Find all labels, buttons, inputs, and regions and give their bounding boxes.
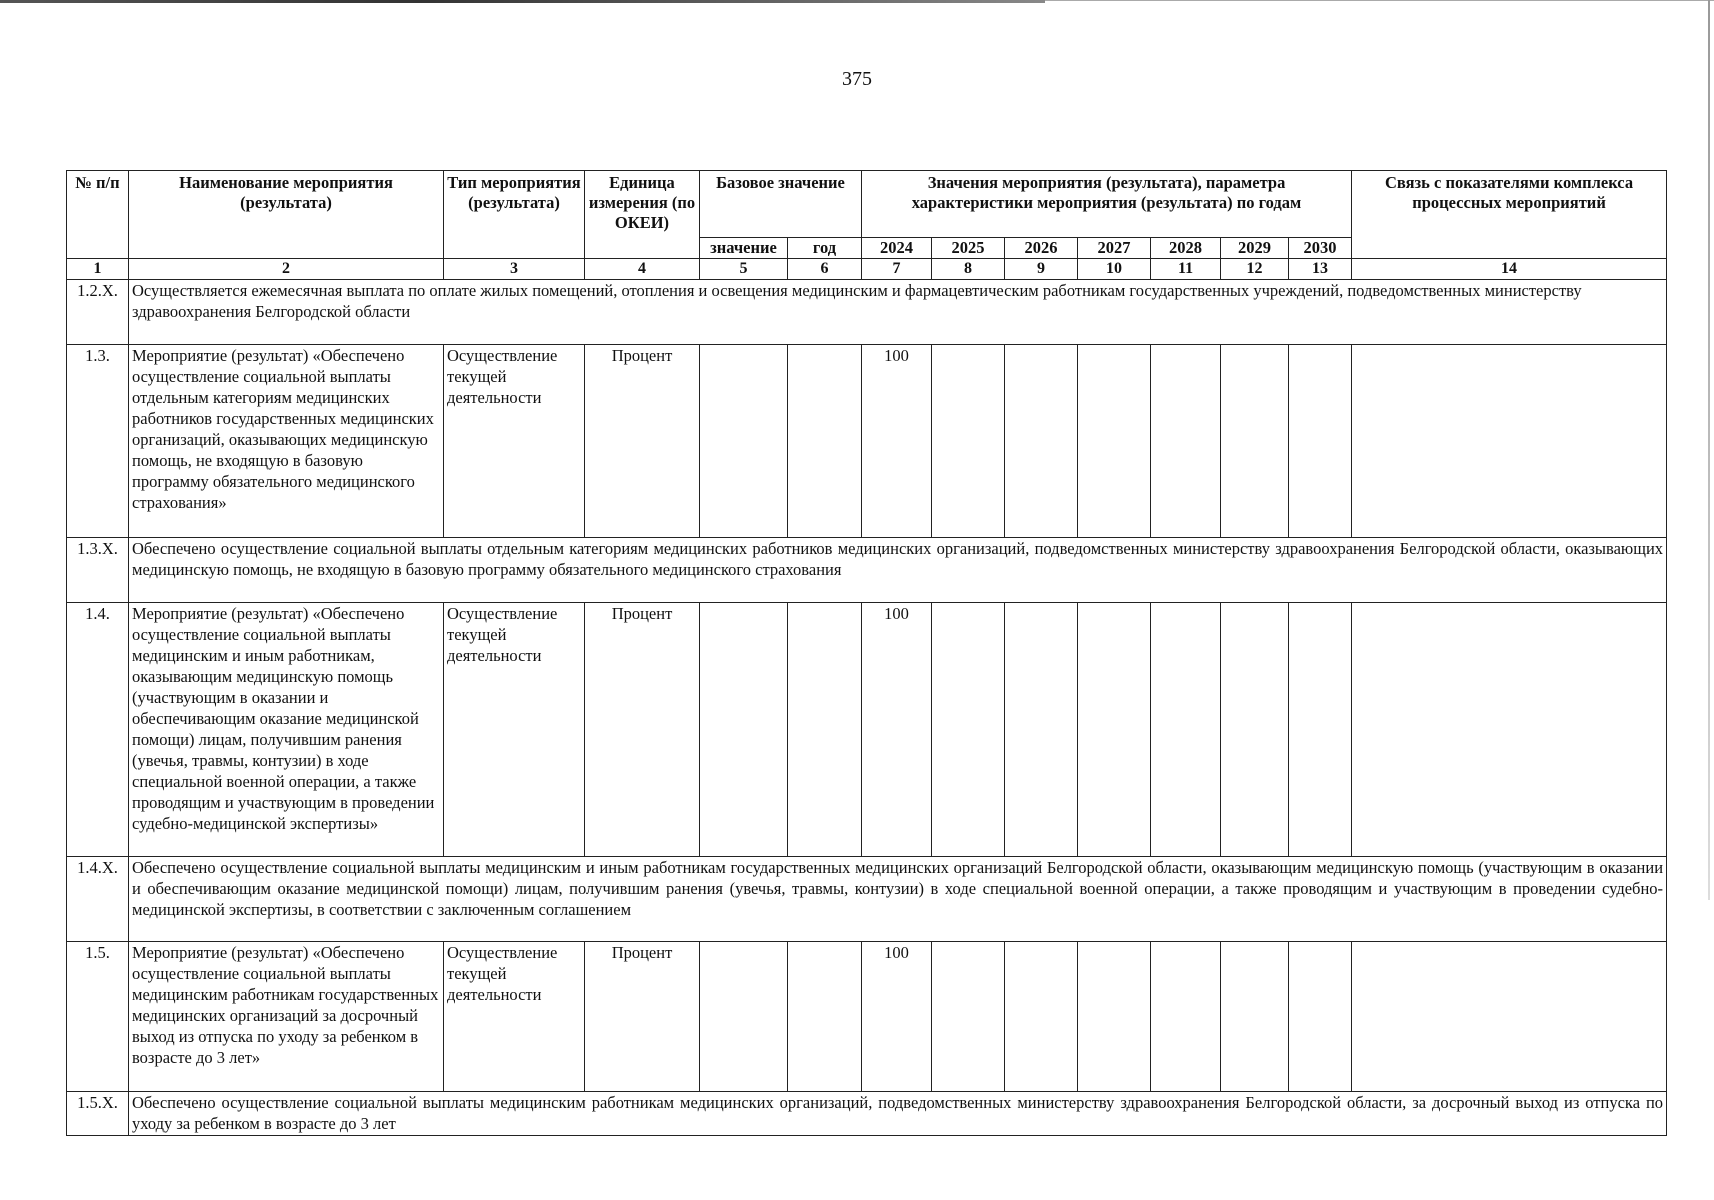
header-base-year: год xyxy=(788,238,862,259)
column-number: 4 xyxy=(585,259,700,280)
table-row xyxy=(67,280,1667,345)
value-2028 xyxy=(1151,345,1221,538)
activity-unit: Процент xyxy=(585,942,700,1092)
right-scan-edge xyxy=(1708,0,1710,900)
header-year: 2026 xyxy=(1005,238,1078,259)
column-number: 2 xyxy=(129,259,444,280)
value-2030 xyxy=(1289,942,1352,1092)
top-scan-rule xyxy=(0,0,1045,3)
column-number: 13 xyxy=(1289,259,1352,280)
value-2030 xyxy=(1289,603,1352,857)
top-scan-rule-thin xyxy=(1045,0,1714,1)
base-year-cell xyxy=(788,942,862,1092)
result-description: Осуществляется ежемесячная выплата по оплате жилых помещений, отопления и освещения медицинским и фармацевтическим работникам государственных учреждений, подведомственных министерству здравоохранения Белгородской области xyxy=(129,280,1667,345)
result-description: Обеспечено осуществление социальной выплаты медицинским работникам медицинских организаций, подведомственных министерству здравоохранения Белгородской области, за досрочный выход из отпуска по уходу за ребенком в возрасте до 3 лет xyxy=(129,1092,1667,1136)
value-2027 xyxy=(1078,345,1151,538)
table-row xyxy=(67,857,1667,942)
row-number: 1.3. xyxy=(67,345,129,538)
column-number: 5 xyxy=(700,259,788,280)
value-2026 xyxy=(1005,603,1078,857)
header-type: Тип мероприятия (результата) xyxy=(444,171,585,259)
value-2026 xyxy=(1005,942,1078,1092)
activity-unit: Процент xyxy=(585,603,700,857)
value-2025 xyxy=(932,603,1005,857)
activities-table xyxy=(66,170,1667,1136)
activity-unit: Процент xyxy=(585,345,700,538)
value-2028 xyxy=(1151,942,1221,1092)
value-2027 xyxy=(1078,942,1151,1092)
table-row xyxy=(67,1092,1667,1136)
value-2024: 100 xyxy=(862,942,932,1092)
table-row xyxy=(67,345,1667,538)
result-description: Обеспечено осуществление социальной выплаты медицинским и иным работникам государственных медицинских организаций Белгородской области, оказывающим медицинскую помощь (участвующим в оказании и обеспечивающим оказание медицинской помощи) лицам, получившим ранения (увечья, травмы, контузии) в ходе специальной военной операции, а также проводящим и участвующим в проведении судебно-медицинской экспертизы, в соответствии с заключенным соглашением xyxy=(129,857,1667,942)
value-2025 xyxy=(932,942,1005,1092)
row-number: 1.2.Х. xyxy=(67,280,129,345)
link-cell xyxy=(1352,345,1667,538)
column-number: 3 xyxy=(444,259,585,280)
row-number: 1.4.Х. xyxy=(67,857,129,942)
value-2027 xyxy=(1078,603,1151,857)
row-number: 1.4. xyxy=(67,603,129,857)
value-2026 xyxy=(1005,345,1078,538)
value-2030 xyxy=(1289,345,1352,538)
header-year: 2029 xyxy=(1221,238,1289,259)
header-year: 2025 xyxy=(932,238,1005,259)
header-base-value: значение xyxy=(700,238,788,259)
column-number: 10 xyxy=(1078,259,1151,280)
header-num: № п/п xyxy=(67,171,129,259)
value-2028 xyxy=(1151,603,1221,857)
base-value-cell xyxy=(700,603,788,857)
header-base: Базовое значение xyxy=(700,171,862,238)
header-name: Наименование мероприятия (результата) xyxy=(129,171,444,259)
activity-name: Мероприятие (результат) «Обеспечено осуществление социальной выплаты медицинским работникам государственных медицинских организаций за досрочный выход из отпуска по уходу за ребенком в возрасте до 3 лет» xyxy=(129,942,444,1092)
activity-name: Мероприятие (результат) «Обеспечено осуществление социальной выплаты отдельным категориям медицинских работников государственных медицинских организаций, оказывающих медицинскую помощь, не входящую в базовую программу обязательного медицинского страхования» xyxy=(129,345,444,538)
header-year: 2030 xyxy=(1289,238,1352,259)
column-number: 1 xyxy=(67,259,129,280)
link-cell xyxy=(1352,603,1667,857)
base-value-cell xyxy=(700,942,788,1092)
column-number: 6 xyxy=(788,259,862,280)
value-2029 xyxy=(1221,345,1289,538)
value-2025 xyxy=(932,345,1005,538)
column-number: 7 xyxy=(862,259,932,280)
column-number: 8 xyxy=(932,259,1005,280)
column-number: 12 xyxy=(1221,259,1289,280)
header-year: 2027 xyxy=(1078,238,1151,259)
activity-type: Осуществление текущей деятельности xyxy=(444,603,585,857)
header-link: Связь с показателями комплекса процессных мероприятий xyxy=(1352,171,1667,259)
header-values: Значения мероприятия (результата), параметра характеристики мероприятия (результата) по годам xyxy=(862,171,1352,238)
row-number: 1.3.Х. xyxy=(67,538,129,603)
row-number: 1.5. xyxy=(67,942,129,1092)
value-2024: 100 xyxy=(862,603,932,857)
header-unit: Единица измерения (по ОКЕИ) xyxy=(585,171,700,259)
activity-type: Осуществление текущей деятельности xyxy=(444,345,585,538)
column-number: 9 xyxy=(1005,259,1078,280)
value-2029 xyxy=(1221,603,1289,857)
row-number: 1.5.Х. xyxy=(67,1092,129,1136)
column-number: 11 xyxy=(1151,259,1221,280)
header-year: 2024 xyxy=(862,238,932,259)
column-number: 14 xyxy=(1352,259,1667,280)
header-year: 2028 xyxy=(1151,238,1221,259)
result-description: Обеспечено осуществление социальной выплаты отдельным категориям медицинских работников медицинских организаций, подведомственных министерству здравоохранения Белгородской области, оказывающих медицинскую помощь, не входящую в базовую программу обязательного медицинского страхования xyxy=(129,538,1667,603)
base-value-cell xyxy=(700,345,788,538)
page-number: 375 xyxy=(842,68,872,90)
value-2024: 100 xyxy=(862,345,932,538)
table-row xyxy=(67,942,1667,1092)
base-year-cell xyxy=(788,345,862,538)
value-2029 xyxy=(1221,942,1289,1092)
activity-name: Мероприятие (результат) «Обеспечено осуществление социальной выплаты медицинским и иным работникам, оказывающим медицинскую помощь (участвующим в оказании и обеспечивающим оказание медицинской помощи) лицам, получившим ранения (увечья, травмы, контузии) в ходе специальной военной операции, а также проводящим и участвующим в проведении судебно-медицинской экспертизы» xyxy=(129,603,444,857)
table-row xyxy=(67,538,1667,603)
table-row xyxy=(67,603,1667,857)
link-cell xyxy=(1352,942,1667,1092)
base-year-cell xyxy=(788,603,862,857)
activity-type: Осуществление текущей деятельности xyxy=(444,942,585,1092)
